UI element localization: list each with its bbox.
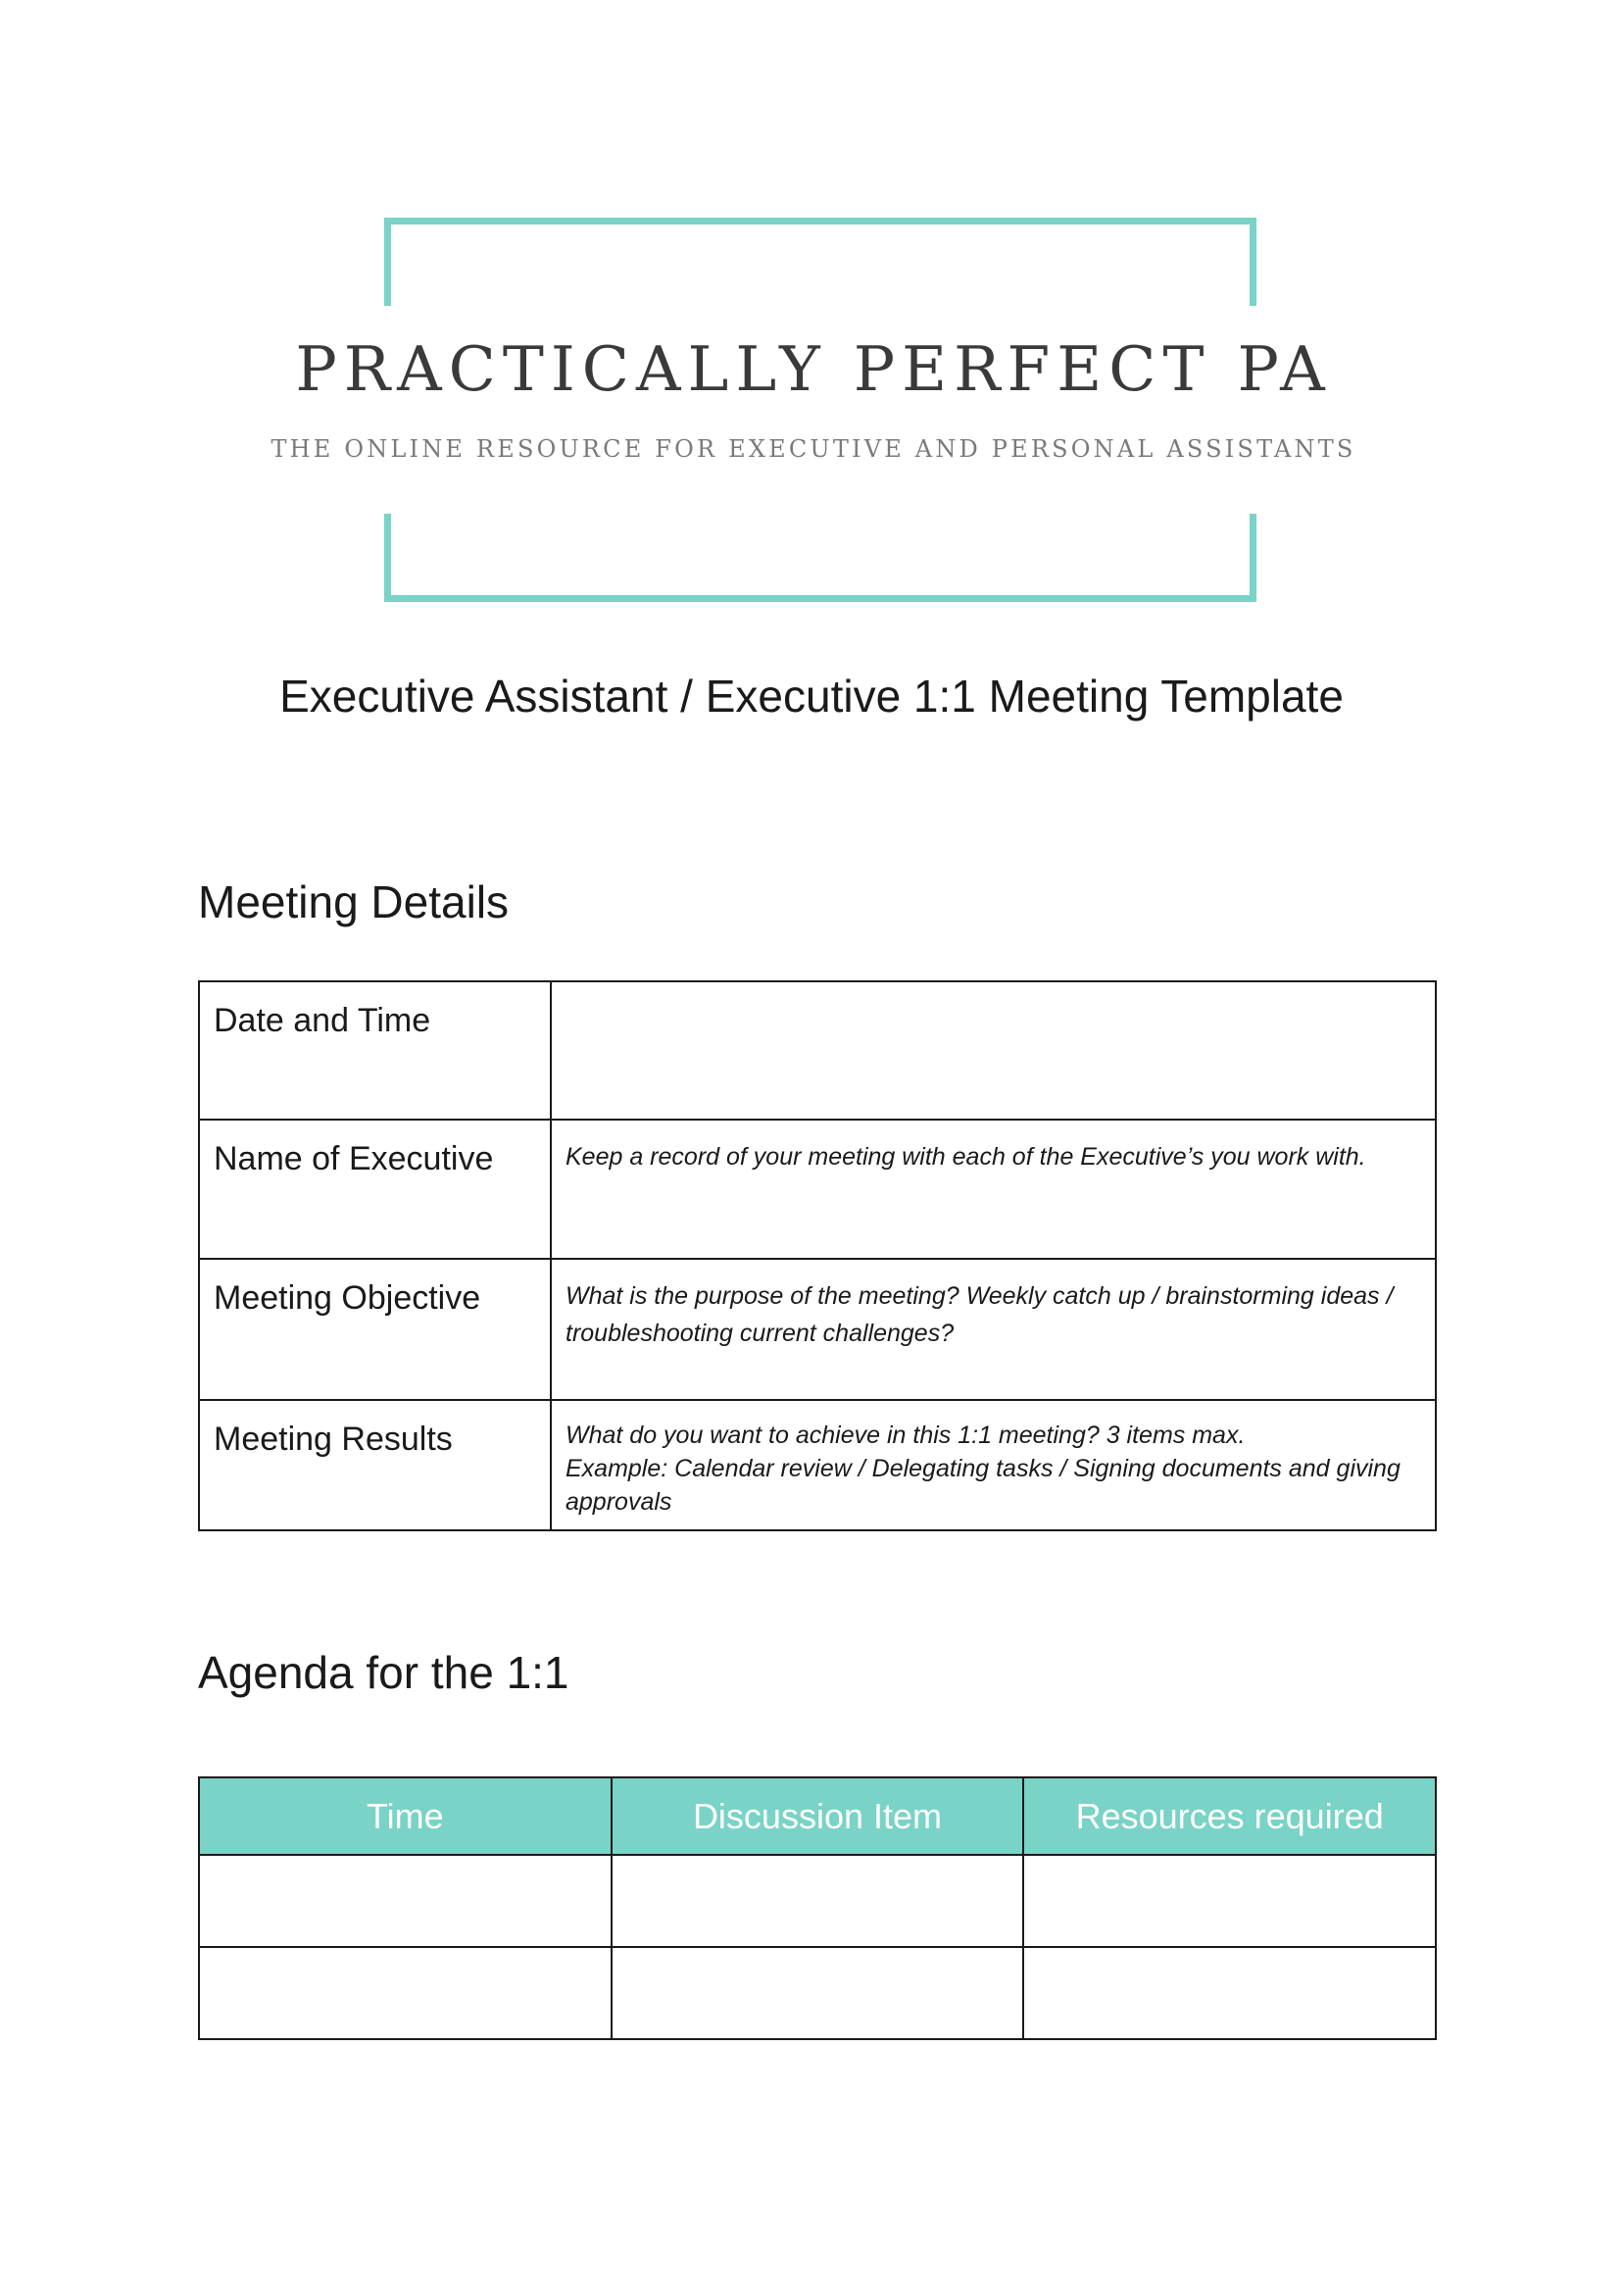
- agenda-cell-discussion-item[interactable]: [612, 1947, 1024, 2039]
- logo-frame-top: [384, 218, 1256, 306]
- meeting-results-line-2: Example: Calendar review / Delegating tasks / Signing documents and giving approvals: [566, 1455, 1401, 1516]
- column-header-resources-required: Resources required: [1023, 1777, 1436, 1855]
- meeting-details-table: [198, 980, 1437, 1531]
- table-row: [199, 1400, 1436, 1530]
- practically-perfect-pa-logo: [230, 218, 1397, 602]
- meeting-results-field[interactable]: [551, 1400, 1436, 1530]
- meeting-details-heading: Meeting Details: [198, 876, 510, 927]
- meeting-objective-label: Meeting Objective: [199, 1259, 551, 1400]
- agenda-table: [198, 1776, 1437, 2040]
- document-title: Executive Assistant / Executive 1:1 Meeting Template: [279, 671, 1344, 722]
- agenda-cell-discussion-item[interactable]: [612, 1855, 1024, 1947]
- agenda-heading: Agenda for the 1:1: [198, 1647, 569, 1698]
- agenda-cell-resources[interactable]: [1023, 1855, 1436, 1947]
- column-header-discussion-item: Discussion Item: [612, 1777, 1024, 1855]
- meeting-objective-field[interactable]: What is the purpose of the meeting? Weekly catch up / brainstorming ideas / troubleshooting current challenges?: [551, 1259, 1436, 1400]
- column-header-time: Time: [199, 1777, 612, 1855]
- logo-title: PRACTICALLY PERFECT PA: [295, 333, 1332, 405]
- table-row: [199, 1855, 1436, 1947]
- meeting-results-line-1: What do you want to achieve in this 1:1 meeting? 3 items max.: [566, 1422, 1246, 1449]
- agenda-cell-time[interactable]: [199, 1855, 612, 1947]
- logo-frame-bottom: [384, 514, 1256, 602]
- agenda-cell-time[interactable]: [199, 1947, 612, 2039]
- table-row: [199, 1259, 1436, 1400]
- table-row: [199, 1947, 1436, 2039]
- date-time-label: Date and Time: [199, 981, 551, 1120]
- date-time-field[interactable]: [551, 981, 1436, 1120]
- meeting-results-label: Meeting Results: [199, 1400, 551, 1530]
- executive-name-label: Name of Executive: [199, 1120, 551, 1259]
- table-row: [199, 1120, 1436, 1259]
- agenda-header-row: [199, 1777, 1436, 1855]
- agenda-cell-resources[interactable]: [1023, 1947, 1436, 2039]
- logo-subtitle: THE ONLINE RESOURCE FOR EXECUTIVE AND PERSONAL ASSISTANTS: [270, 435, 1356, 463]
- table-row: [199, 981, 1436, 1120]
- executive-name-field[interactable]: Keep a record of your meeting with each of the Executive’s you work with.: [551, 1120, 1436, 1259]
